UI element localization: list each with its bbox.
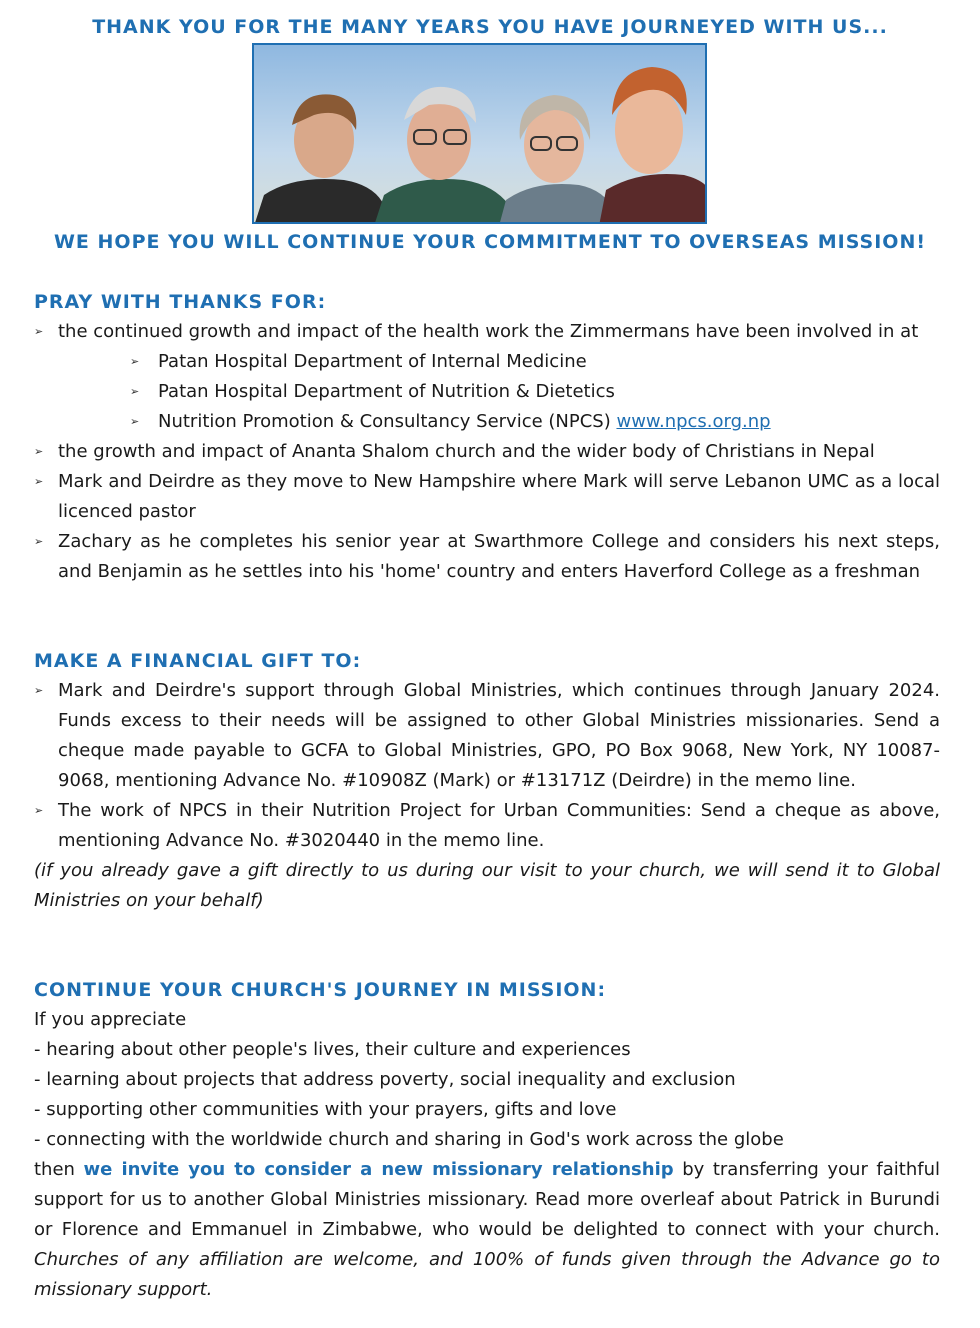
- continue-dash-item: - hearing about other people's lives, their culture and experiences: [34, 1039, 631, 1060]
- continue-dash-item: - learning about projects that address poverty, social inequality and exclusion: [34, 1069, 736, 1090]
- invitation-body: by transferring your faithful support for us to another Global Ministries missionary. Read more overleaf about Patrick in Burundi or Florence and Emmanuel in Zimbabwe, who would be delighted to connect with your church.: [34, 1159, 940, 1240]
- continue-invitation: [34, 1155, 940, 1305]
- gift-heading: MAKE A FINANCIAL GIFT TO:: [34, 650, 362, 672]
- continue-dash-item: - connecting with the worldwide church and sharing in God's work across the globe: [34, 1129, 784, 1150]
- npcs-label: Nutrition Promotion & Consultancy Service (NPCS): [158, 411, 617, 432]
- npcs-website-link[interactable]: www.npcs.org.np: [616, 411, 771, 432]
- pray-subitem-npcs: [34, 407, 940, 437]
- pray-item-health-work: ➢ the continued growth and impact of the health work the Zimmermans have been involved in at: [34, 317, 940, 347]
- pray-item-church: ➢ the growth and impact of Ananta Shalom church and the wider body of Christians in Nepal: [34, 437, 940, 467]
- pray-list: [34, 317, 940, 587]
- pray-item-move: ➢ Mark and Deirdre as they move to New Hampshire where Mark will serve Lebanon UMC as a local licenced pastor: [34, 467, 940, 527]
- invitation-then: then: [34, 1159, 84, 1180]
- gift-note: (if you already gave a gift directly to us during our visit to your church, we will send it to Global Ministries on your behalf): [34, 860, 940, 911]
- gift-item-support: ➢ Mark and Deirdre's support through Global Ministries, which continues through January 2024. Funds excess to their needs will be assigned to other Global Ministries missionaries. Send a cheque made payable to GCFA to Global Ministries, GPO, PO Box 9068, New York, NY 10087-9068, mentioning Advance No. #10908Z (Mark) or #13171Z (Deirdre) in the memo line.: [34, 676, 940, 796]
- pray-item-children: ➢ Zachary as he completes his senior year at Swarthmore College and considers his next steps, and Benjamin as he settles into his 'home' country and enters Haverford College as a freshman: [34, 527, 940, 587]
- page-title: THANK YOU FOR THE MANY YEARS YOU HAVE JOURNEYED WITH US...: [92, 16, 888, 38]
- pray-subitem-internal-medicine: ➢ Patan Hospital Department of Internal Medicine: [34, 347, 940, 377]
- family-photo: [252, 43, 707, 224]
- continue-body: [34, 1005, 940, 1305]
- page-subtitle: WE HOPE YOU WILL CONTINUE YOUR COMMITMENT TO OVERSEAS MISSION!: [53, 231, 927, 253]
- family-photo-illustration: [254, 45, 707, 224]
- invitation-highlight: we invite you to consider a new missionary relationship: [83, 1159, 674, 1180]
- gift-item-npcs: ➢ The work of NPCS in their Nutrition Project for Urban Communities: Send a cheque as above, mentioning Advance No. #3020440 in the memo line.: [34, 796, 940, 856]
- continue-dash-item: - supporting other communities with your prayers, gifts and love: [34, 1099, 617, 1120]
- invitation-closing: Churches of any affiliation are welcome, and 100% of funds given through the Advance go to missionary support.: [34, 1249, 940, 1300]
- pray-subitem-nutrition-dietetics: ➢ Patan Hospital Department of Nutrition & Dietetics: [34, 377, 940, 407]
- continue-intro: If you appreciate: [34, 1009, 187, 1030]
- pray-heading: PRAY WITH THANKS FOR:: [34, 291, 327, 313]
- continue-heading: CONTINUE YOUR CHURCH'S JOURNEY IN MISSION:: [34, 979, 607, 1001]
- gift-list: [34, 676, 940, 916]
